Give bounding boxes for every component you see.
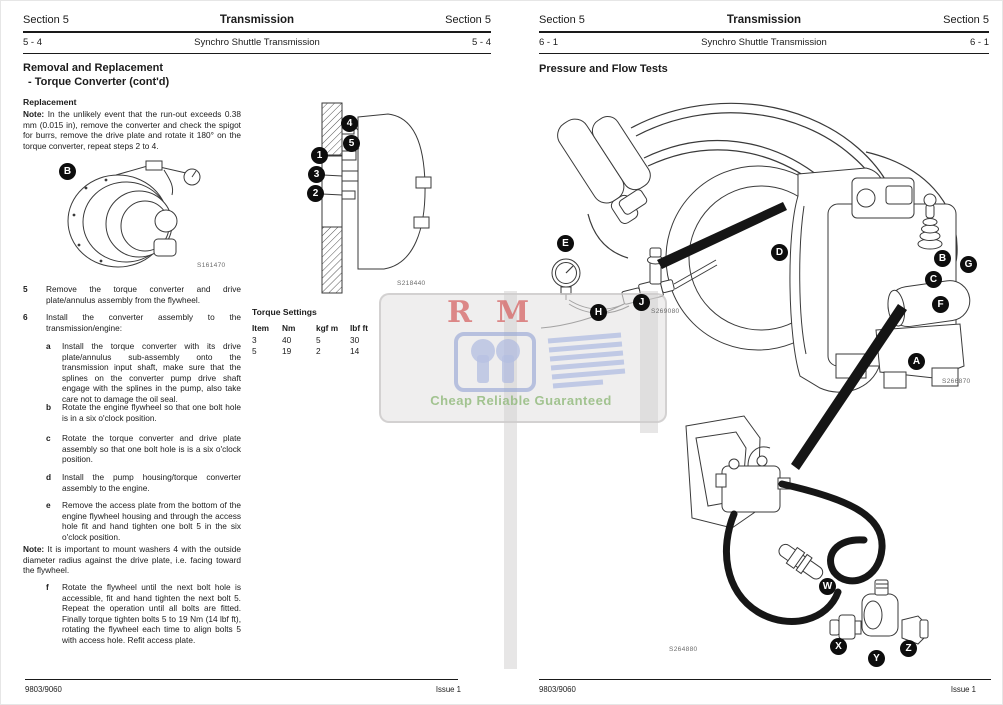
page-number: 6 - 1 xyxy=(969,37,989,48)
section-label: Section 5 xyxy=(539,14,585,26)
callout-Y: Y xyxy=(868,650,885,667)
section-label: Section 5 xyxy=(445,14,491,26)
doc-title: Transmission xyxy=(726,14,802,26)
substep-letter: e xyxy=(46,500,51,510)
substep-letter: f xyxy=(46,582,49,592)
substep-text: Rotate the engine flywheel so that one bolt hole is in a six o'clock position. xyxy=(62,402,241,423)
doc-subtitle: Synchro Shuttle Transmission xyxy=(194,37,320,48)
left-header-row1 xyxy=(23,14,491,26)
header-rule xyxy=(539,53,989,54)
step-5 xyxy=(23,284,241,305)
cell: 5 xyxy=(252,346,257,356)
torque-settings-table xyxy=(252,323,378,356)
callout-Z: Z xyxy=(900,640,917,657)
substep-f xyxy=(46,582,241,645)
callout-H: H xyxy=(590,304,607,321)
footer-rule xyxy=(25,679,458,680)
substep-c xyxy=(46,433,241,465)
watermark-letters xyxy=(447,295,529,330)
torque-settings-title: Torque Settings xyxy=(252,307,317,317)
callout-W: W xyxy=(819,578,836,595)
figure-caption: S218440 xyxy=(397,280,426,287)
page-title xyxy=(23,62,169,90)
substep-b xyxy=(46,402,241,423)
step-text: Remove the torque converter and drive plate/annulus assembly from the flywheel. xyxy=(46,284,241,305)
callout-4: 4 xyxy=(341,115,358,132)
replacement-subheading: Replacement xyxy=(23,97,77,107)
callout-B: B xyxy=(934,250,951,267)
page-title: Pressure and Flow Tests xyxy=(539,63,668,75)
page-number: 5 - 4 xyxy=(471,37,491,48)
callout-B: B xyxy=(59,163,76,180)
callout-3: 3 xyxy=(308,166,325,183)
figure-caption: S266870 xyxy=(942,378,971,385)
figure-caption: S269080 xyxy=(651,308,680,315)
note-text: In the unlikely event that the run-out exceeds 0.38 mm (0.015 in), remove the converter and check the spigot for burrs, remove the drive plate and rotate it 180° on the torque converter, repeat steps 2 to 4. xyxy=(23,109,242,151)
doc-subtitle: Synchro Shuttle Transmission xyxy=(701,37,827,48)
note-text: It is important to mount washers 4 with the outside diameter radius against the drive plate, i.e. facing toward the flywheel. xyxy=(23,544,241,576)
substep-text: Rotate the torque converter and drive plate assembly so that one bolt hole is is a six o'clock position. xyxy=(62,433,241,465)
callout-C: C xyxy=(925,271,942,288)
page-title-line1: Removal and Replacement xyxy=(23,62,163,74)
cell: 3 xyxy=(252,334,257,345)
header-rule xyxy=(23,53,491,54)
note-label: Note: xyxy=(23,109,45,119)
page-number: 6 - 1 xyxy=(539,37,559,48)
cell: 30 xyxy=(350,334,360,345)
footer-issue: Issue 1 xyxy=(435,685,461,694)
figure-caption: S264880 xyxy=(669,646,698,653)
header-rule xyxy=(23,31,491,33)
section-label: Section 5 xyxy=(23,14,69,26)
doc-title: Transmission xyxy=(219,14,295,26)
substep-letter: d xyxy=(46,472,52,482)
substep-letter: c xyxy=(46,433,51,443)
note-runout xyxy=(23,109,241,151)
substep-text: Install the pump housing/torque converter assembly to the engine. xyxy=(62,472,241,493)
callout-5: 5 xyxy=(343,135,360,152)
watermark-letter-m: M xyxy=(495,295,530,330)
callout-1: 1 xyxy=(311,147,328,164)
footer-rule xyxy=(539,679,991,680)
callout-F: F xyxy=(932,296,949,313)
right-header-row1 xyxy=(539,14,989,26)
cell: 40 xyxy=(282,334,292,345)
cell: 5 xyxy=(316,334,321,345)
step-number: 6 xyxy=(23,312,28,322)
callout-X: X xyxy=(830,638,847,655)
cell: 2 xyxy=(316,346,321,356)
header-rule xyxy=(539,31,989,33)
figure-caption: S161470 xyxy=(197,262,226,269)
substep-letter: a xyxy=(46,341,51,351)
watermark-letter-r: R xyxy=(447,295,472,330)
section-label: Section 5 xyxy=(943,14,989,26)
callout-J: J xyxy=(633,294,650,311)
col-header: kgf m xyxy=(316,323,339,333)
callout-2: 2 xyxy=(307,185,324,202)
step-text: Install the converter assembly to the transmission/engine: xyxy=(46,312,241,333)
page-title-line2: - Torque Converter (cont'd) xyxy=(28,75,170,88)
col-header: Nm xyxy=(282,323,296,333)
callout-E: E xyxy=(557,235,574,252)
substep-a xyxy=(46,341,241,404)
callout-A: A xyxy=(908,353,925,370)
substep-d xyxy=(46,472,241,493)
col-header: Item xyxy=(252,323,270,333)
substep-text: Install the torque converter with its drive plate/annulus sub-assembly onto the transmission input shaft, make sure that the splines on the converter pump drive shaft engage with the splines in the pump, also take care not to damage the oil seal. xyxy=(62,341,241,404)
left-header-row2 xyxy=(23,37,491,48)
footer-doc-number: 9803/9060 xyxy=(25,685,62,694)
substep-e xyxy=(46,500,241,542)
footer-doc-number: 9803/9060 xyxy=(539,685,576,694)
right-header-row2 xyxy=(539,37,989,48)
cell: 19 xyxy=(282,346,292,356)
note-label: Note: xyxy=(23,544,45,554)
page-number: 5 - 4 xyxy=(23,37,43,48)
callout-D: D xyxy=(771,244,788,261)
substep-letter: b xyxy=(46,402,52,412)
watermark-tagline: Cheap Reliable Guaranteed xyxy=(430,393,612,408)
note-washers xyxy=(23,544,241,576)
cell: 14 xyxy=(350,346,360,356)
watermark-tools-icon xyxy=(453,331,633,393)
step-number: 5 xyxy=(23,284,28,294)
step-6 xyxy=(23,312,241,333)
substep-text: Remove the access plate from the bottom of the engine flywheel housing and through the access hole fit and hand tighten one bolt 5 in the six o'clock position. xyxy=(62,500,241,542)
footer-issue: Issue 1 xyxy=(950,685,976,694)
col-header: lbf ft xyxy=(350,323,368,333)
substep-text: Rotate the flywheel until the next bolt hole is accessible, fit and hand tighten the next bolt 5. Repeat the operation until all bolts are fitted. Finally torque tighten bolts 5 to 19 Nm (14 lbf ft), rotating the flywheel each time to align bolts 5 with access hole. Refit access plate. xyxy=(62,582,241,645)
callout-G: G xyxy=(960,256,977,273)
